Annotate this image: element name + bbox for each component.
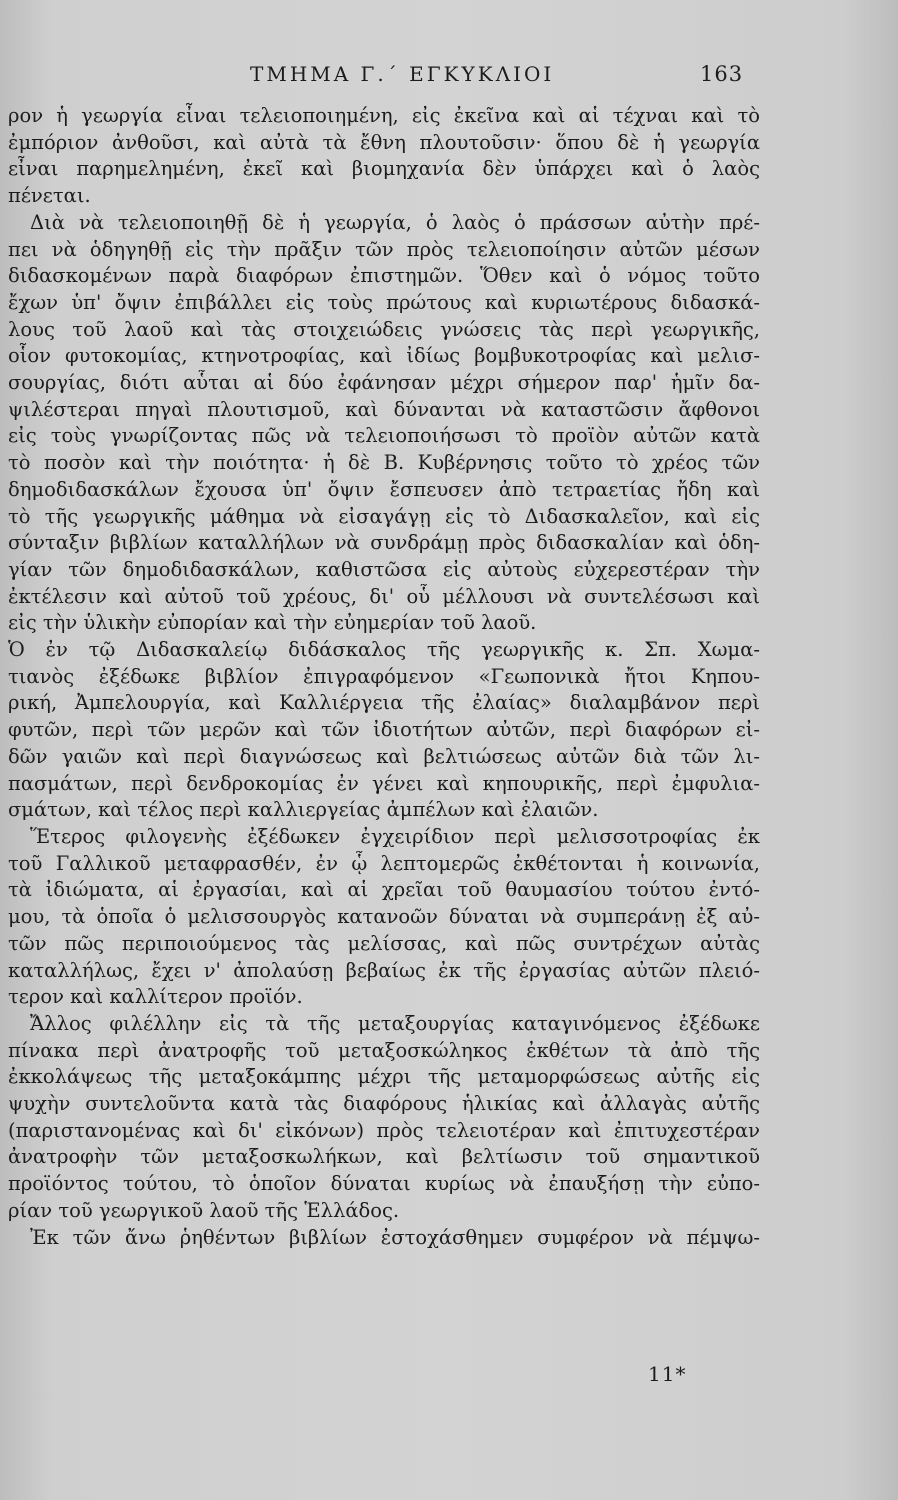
- text-line: ἐμπόριον ἀνθοῦσι, καὶ αὐτὰ τὰ ἔθνη πλουτοῦσιν· ὅπου δὲ ἡ γεωργία: [8, 130, 760, 154]
- paragraph-4: [8, 824, 760, 1011]
- paragraph-3: [8, 637, 760, 824]
- body-text: [8, 103, 760, 1251]
- text-line: εἰς τὴν ὑλικὴν εὐπορίαν καὶ τὴν εὐημερίαν τοῦ λαοῦ.: [8, 611, 537, 635]
- text-line: γίαν τῶν δημοδιδασκάλων, καθιστῶσα εἰς αὐτοὺς εὐχερεστέραν τὴν: [8, 557, 760, 581]
- text-line: οἷον φυτοκομίας, κτηνοτροφίας, καὶ ἰδίως βομβυκοτροφίας καὶ μελισ-: [8, 344, 760, 368]
- text-line: τῶν πῶς περιποιούμενος τὰς μελίσσας, καὶ πῶς συντρέχων αὐτὰς: [8, 931, 760, 955]
- text-line: πένεται.: [8, 184, 91, 208]
- paragraph-6: [8, 1225, 760, 1252]
- text-line: ἔχων ὑπ' ὄψιν ἐπιβάλλει εἰς τοὺς πρώτους καὶ κυριωτέρους διδασκά-: [8, 290, 760, 314]
- paragraph-1: [8, 103, 760, 210]
- section-title: ΤΜΗΜΑ Γ.΄ ΕΓΚΥΚΛΙΟΙ: [250, 62, 555, 86]
- text-line: ψιλέστεραι πηγαὶ πλουτισμοῦ, καὶ δύνανται νὰ καταστῶσιν ἄφθονοι: [8, 397, 760, 421]
- text-line: ἐκτέλεσιν καὶ αὐτοῦ τοῦ χρέους, δι' οὗ μέλλουσι νὰ συντελέσωσι καὶ: [8, 584, 760, 608]
- text-line: σουργίας, διότι αὗται αἱ δύο ἐφάνησαν μέχρι σήμερον παρ' ἡμῖν δα-: [8, 371, 760, 395]
- text-line: Ἄλλος φιλέλλην εἰς τὰ τῆς μεταξουργίας καταγινόμενος ἐξέδωκε: [30, 1011, 760, 1035]
- paragraph-2: [8, 210, 760, 637]
- running-head: [0, 62, 898, 92]
- text-line: πει νὰ ὁδηγηθῇ εἰς τὴν πρᾶξιν τῶν πρὸς τελειοποίησιν αὐτῶν μέσων: [8, 237, 760, 261]
- text-line: λους τοῦ λαοῦ καὶ τὰς στοιχειώδεις γνώσεις τὰς περὶ γεωργικῆς,: [8, 317, 760, 341]
- text-line: καταλλήλως, ἔχει ν' ἀπολαύσῃ βεβαίως ἐκ τῆς ἐργασίας αὐτῶν πλειό-: [8, 958, 760, 982]
- text-line: ψυχὴν συντελοῦντα κατὰ τὰς διαφόρους ἡλικίας καὶ ἀλλαγὰς αὐτῆς: [8, 1092, 760, 1116]
- text-line: σμάτων, καὶ τέλος περὶ καλλιεργείας ἀμπέλων καὶ ἐλαιῶν.: [8, 798, 599, 822]
- text-line: μου, τὰ ὁποῖα ὁ μελισσουργὸς κατανοῶν δύναται νὰ συμπεράνῃ ἐξ αὐ-: [8, 905, 760, 929]
- text-line: ἐκκολάψεως τῆς μεταξοκάμπης μέχρι τῆς μεταμορφώσεως αὐτῆς εἰς: [8, 1065, 760, 1089]
- text-line: ρίαν τοῦ γεωργικοῦ λαοῦ τῆς Ἑλλάδος.: [8, 1198, 400, 1222]
- text-line: (παριστανομένας καὶ δι' εἰκόνων) πρὸς τελειοτέραν καὶ ἐπιτυχεστέραν: [8, 1118, 760, 1142]
- text-line: τὰ ἰδιώματα, αἱ ἐργασίαι, καὶ αἱ χρεῖαι τοῦ θαυμασίου τούτου ἐντό-: [8, 878, 760, 902]
- text-line: ἀνατροφὴν τῶν μεταξοσκωλήκων, καὶ βελτίωσιν τοῦ σημαντικοῦ: [8, 1145, 760, 1169]
- text-line: τοῦ Γαλλικοῦ μεταφρασθέν, ἐν ᾧ λεπτομερῶς ἐκθέτονται ἡ κοινωνία,: [8, 851, 760, 875]
- text-line: πασμάτων, περὶ δενδροκομίας ἐν γένει καὶ κηπουρικῆς, περὶ ἐμφυλια-: [8, 771, 760, 795]
- text-line: τὸ ποσὸν καὶ τὴν ποιότητα· ἡ δὲ Β. Κυβέρνησις τοῦτο τὸ χρέος τῶν: [8, 451, 760, 475]
- text-line: Ἐκ τῶν ἄνω ῥηθέντων βιβλίων ἐστοχάσθημεν συμφέρον νὰ πέμψω-: [30, 1225, 760, 1249]
- text-line: τὸ τῆς γεωργικῆς μάθημα νὰ εἰσαγάγῃ εἰς τὸ Διδασκαλεῖον, καὶ εἰς: [8, 504, 760, 528]
- text-line: πίνακα περὶ ἀνατροφῆς τοῦ μεταξοσκώληκος ἐκθέτων τὰ ἀπὸ τῆς: [8, 1038, 760, 1062]
- text-line: δῶν γαιῶν καὶ περὶ διαγνώσεως καὶ βελτιώσεως αὐτῶν διὰ τῶν λι-: [8, 744, 760, 768]
- text-line: φυτῶν, περὶ τῶν μερῶν καὶ τῶν ἰδιοτήτων αὐτῶν, περὶ διαφόρων εἰ-: [8, 718, 760, 742]
- text-line: δημοδιδασκάλων ἔχουσα ὑπ' ὄψιν ἔσπευσεν ἀπὸ τετραετίας ἤδη καὶ: [8, 477, 760, 501]
- text-line: ρον ἡ γεωργία εἶναι τελειοποιημένη, εἰς ἐκεῖνα καὶ αἱ τέχναι καὶ τὸ: [8, 104, 760, 127]
- page-number: 163: [700, 62, 744, 86]
- text-line: Ὁ ἐν τῷ Διδασκαλείῳ διδάσκαλος τῆς γεωργικῆς κ. Σπ. Χωμα-: [8, 638, 760, 662]
- text-line: διδασκομένων παρὰ διαφόρων ἐπιστημῶν. Ὅθεν καὶ ὁ νόμος τοῦτο: [8, 264, 760, 288]
- paragraph-5: [8, 1011, 760, 1225]
- text-line: σύνταξιν βιβλίων καταλλήλων νὰ συνδράμῃ πρὸς διδασκαλίαν καὶ ὁδη-: [8, 531, 760, 555]
- text-line: Ἕτερος φιλογενὴς ἐξέδωκεν ἐγχειρίδιον περὶ μελισσοτροφίας ἐκ: [30, 824, 760, 848]
- text-line: ρική, Ἀμπελουργία, καὶ Καλλιέργεια τῆς ἐλαίας» διαλαμβάνον περὶ: [8, 691, 760, 715]
- signature-mark: 11*: [648, 1362, 687, 1386]
- text-line: τιανὸς ἐξέδωκε βιβλίον ἐπιγραφόμενον «Γεωπονικὰ ἤτοι Κηπου-: [8, 664, 760, 688]
- text-line: Διὰ νὰ τελειοποιηθῇ δὲ ἡ γεωργία, ὁ λαὸς ὁ πράσσων αὐτὴν πρέ-: [30, 210, 760, 234]
- text-line: εἶναι παρημελημένη, ἐκεῖ καὶ βιομηχανία δὲν ὑπάρχει καὶ ὁ λαὸς: [8, 157, 760, 181]
- text-line: εἰς τοὺς γνωρίζοντας πῶς νὰ τελειοποιήσωσι τὸ προϊὸν αὐτῶν κατὰ: [8, 424, 760, 448]
- text-line: τερον καὶ καλλίτερον προϊόν.: [8, 985, 303, 1009]
- text-line: προϊόντος τούτου, τὸ ὁποῖον δύναται κυρίως νὰ ἐπαυξήσῃ τὴν εὐπο-: [8, 1172, 760, 1196]
